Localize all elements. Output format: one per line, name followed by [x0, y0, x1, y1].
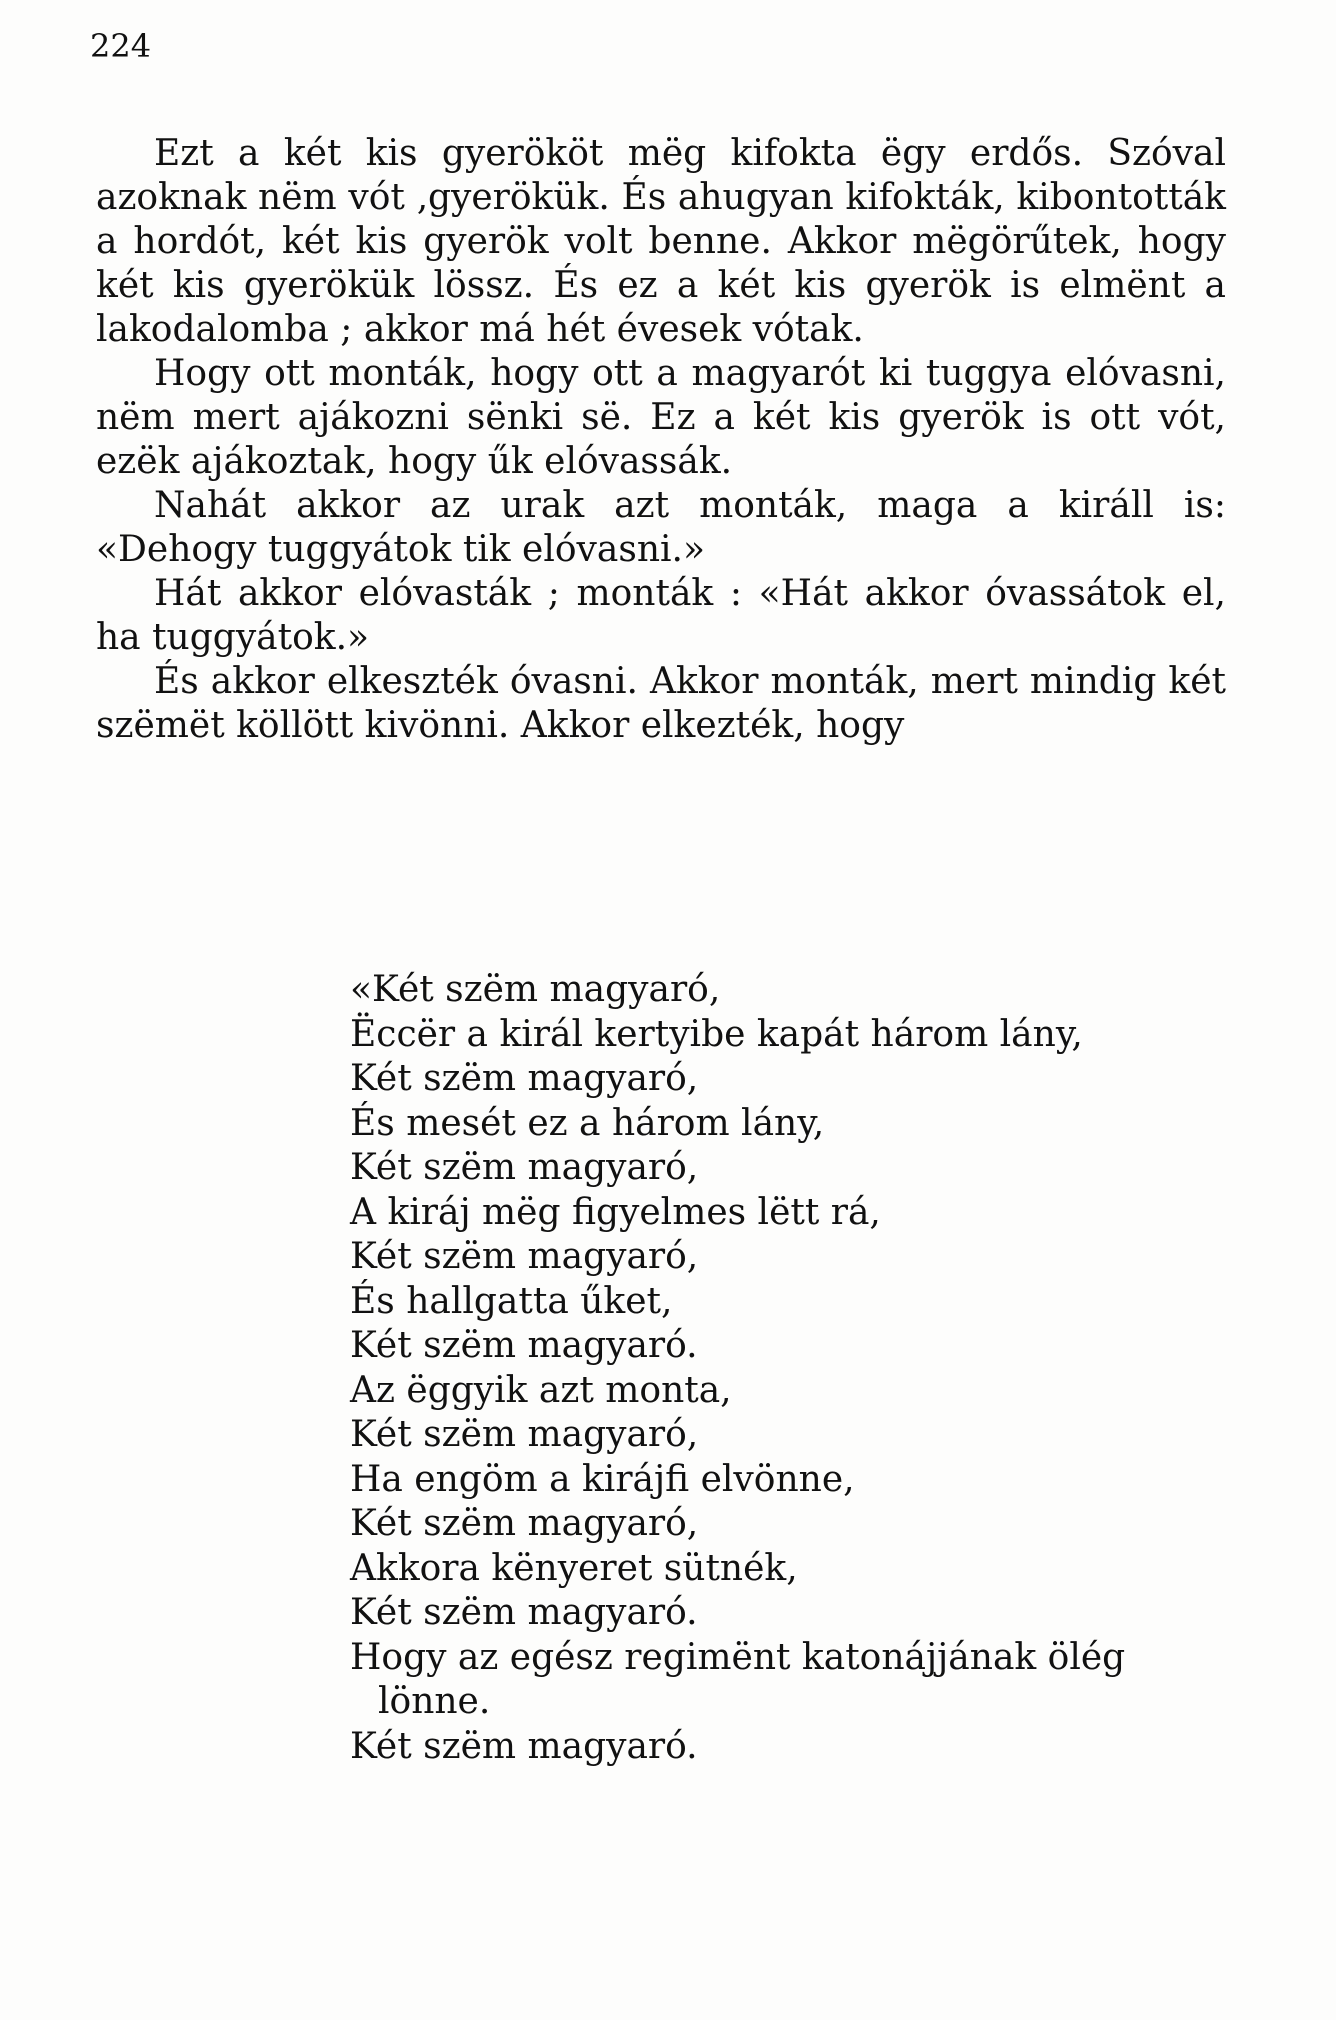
- verse-line: «Két szëm magyaró,: [350, 969, 721, 1010]
- verse-line: Két szëm magyaró,: [350, 1414, 699, 1455]
- verse-line: Hogy az egész regimënt katonájjának ölég: [350, 1636, 1126, 1678]
- prose-text: [96, 132, 1226, 748]
- verse-line: Két szëm magyaró.: [350, 1725, 698, 1767]
- verse-line: Ha engöm a kirájfi elvönne,: [350, 1458, 855, 1500]
- page-number: 224: [90, 27, 152, 65]
- verse-line: Két szëm magyaró.: [350, 1325, 698, 1366]
- paragraph: És akkor elkeszték óvasni. Akkor monták, mert mindig két szëmët köllött kivönni. Akkor elkezték, hogy: [96, 661, 1226, 746]
- verse-line: Két szëm magyaró,: [350, 1236, 699, 1277]
- verse-line: A kiráj mëg figyelmes lëtt rá,: [350, 1191, 881, 1233]
- paragraph: Nahát akkor az urak azt monták, maga a királl is: «Dehogy tuggyátok tik elóvasni.»: [96, 485, 1226, 570]
- verse-line: Két szëm magyaró,: [350, 1058, 699, 1099]
- verse-block: [350, 968, 1230, 1769]
- verse-line: Két szëm magyaró.: [350, 1592, 698, 1633]
- verse-line: Két szëm magyaró,: [350, 1147, 699, 1188]
- verse-line: Ëccër a királ kertyibe kapát három lány,: [350, 1013, 1083, 1055]
- verse-line: Akkora kënyeret sütnék,: [350, 1547, 798, 1589]
- paragraph: Hogy ott monták, hogy ott a magyarót ki tuggya elóvasni, nëm mert ajákozni sënki së. Ez a két kis gyerök is ott vót, ezëk ajákoztak, hogy űk elóvassák.: [96, 353, 1226, 482]
- verse-line: Két szëm magyaró,: [350, 1503, 699, 1544]
- verse-line: És hallgatta űket,: [350, 1280, 673, 1322]
- verse-line-continuation: lönne.: [378, 1681, 491, 1722]
- paragraph: Hát akkor elóvasták ; monták : «Hát akkor óvassátok el, ha tuggyátok.»: [96, 573, 1226, 658]
- verse-line: Az ëggyik azt monta,: [350, 1369, 732, 1411]
- verse-line: És mesét ez a három lány,: [350, 1102, 825, 1144]
- paragraph: Ezt a két kis gyerököt mëg kifokta ëgy erdős. Szóval azoknak nëm vót ‚gyerökük. És ahugyan kifokták, kibontották a hordót, két kis gyerök volt benne. Akkor mëgörűtek, hogy két kis gyerökük lössz. És ez a két kis gyerök is elmënt a lakodalomba ; akkor má hét évesek vótak.: [96, 133, 1226, 350]
